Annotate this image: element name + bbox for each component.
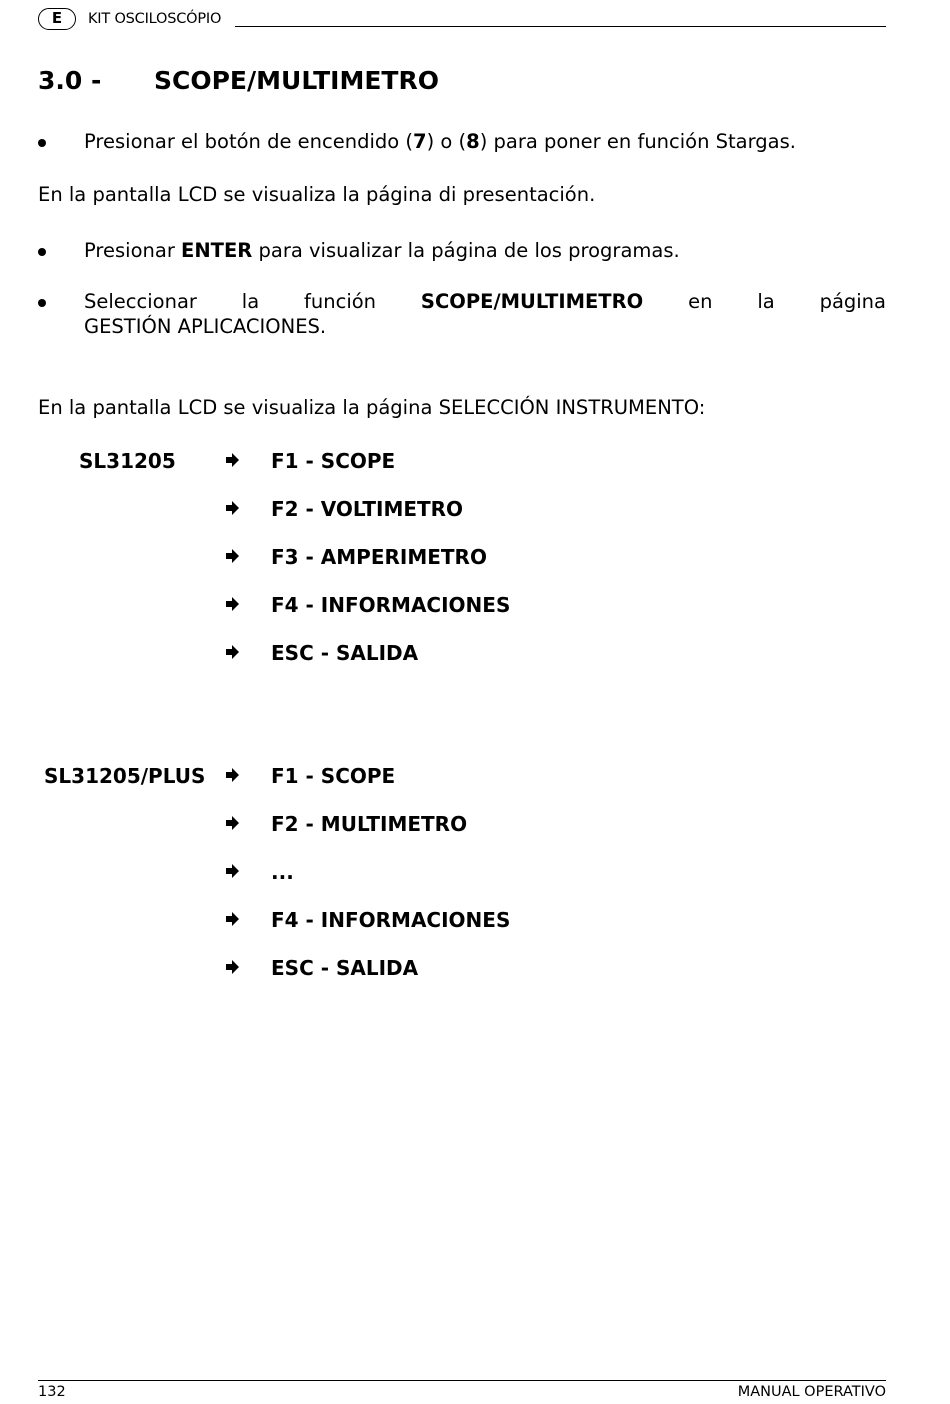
bullet-dot [38, 248, 46, 256]
text: ) o ( [426, 130, 467, 153]
text: Seleccionar [84, 290, 197, 313]
text: Presionar el botón de encendido ( [84, 130, 414, 153]
option-label: ESC - SALIDA [271, 641, 419, 665]
arrow-right-icon [226, 767, 240, 783]
option-label: F4 - INFORMACIONES [271, 593, 511, 617]
text: ) para poner en función Stargas. [479, 130, 796, 153]
arrow-right-icon [226, 644, 240, 660]
model-name: SL31205/PLUS [44, 764, 206, 788]
arrow-right-icon [226, 911, 240, 927]
function-name: SCOPE/MULTIMETRO [420, 290, 644, 313]
key-number: 8 [466, 130, 480, 153]
text: la [241, 290, 260, 313]
key-number: 7 [413, 130, 427, 153]
page-number: 132 [38, 1384, 66, 1400]
option-label: F4 - INFORMACIONES [271, 908, 511, 932]
option-label: F2 - VOLTIMETRO [271, 497, 464, 521]
section-number: 3.0 - [38, 66, 102, 95]
option-label: F3 - AMPERIMETRO [271, 545, 487, 569]
arrow-right-icon [226, 500, 240, 516]
arrow-right-icon [226, 959, 240, 975]
arrow-right-icon [226, 596, 240, 612]
bullet-dot [38, 139, 46, 147]
header-title: KIT OSCILOSCÓPIO [88, 11, 222, 27]
manual-title: MANUAL OPERATIVO [737, 1384, 886, 1400]
section-title: SCOPE/MULTIMETRO [154, 66, 439, 95]
arrow-right-icon [226, 863, 240, 879]
option-label: ESC - SALIDA [271, 956, 419, 980]
text: Presionar [84, 239, 182, 262]
option-label: F2 - MULTIMETRO [271, 812, 468, 836]
text: en [688, 290, 713, 313]
arrow-right-icon [226, 815, 240, 831]
arrow-right-icon [226, 452, 240, 468]
text: la [757, 290, 775, 313]
bullet-dot [38, 299, 46, 307]
header-rule [235, 26, 886, 27]
option-label: ... [271, 860, 294, 884]
text: para visualizar la página de los programas. [252, 239, 680, 262]
language-badge: E [38, 8, 76, 30]
option-label: F1 - SCOPE [271, 449, 396, 473]
footer-rule [38, 1380, 886, 1381]
paragraph-instrument-selection: En la pantalla LCD se visualiza la página SELECCIÓN INSTRUMENTO: [38, 396, 706, 419]
key-enter: ENTER [181, 239, 253, 262]
text: GESTIÓN APLICACIONES. [84, 315, 327, 338]
text: página [819, 290, 886, 313]
arrow-right-icon [226, 548, 240, 564]
section-heading [38, 66, 439, 95]
page-header [38, 8, 886, 32]
model-name: SL31205 [79, 449, 176, 473]
text: función [304, 290, 377, 313]
paragraph-presentation: En la pantalla LCD se visualiza la página di presentación. [38, 183, 596, 206]
option-label: F1 - SCOPE [271, 764, 396, 788]
